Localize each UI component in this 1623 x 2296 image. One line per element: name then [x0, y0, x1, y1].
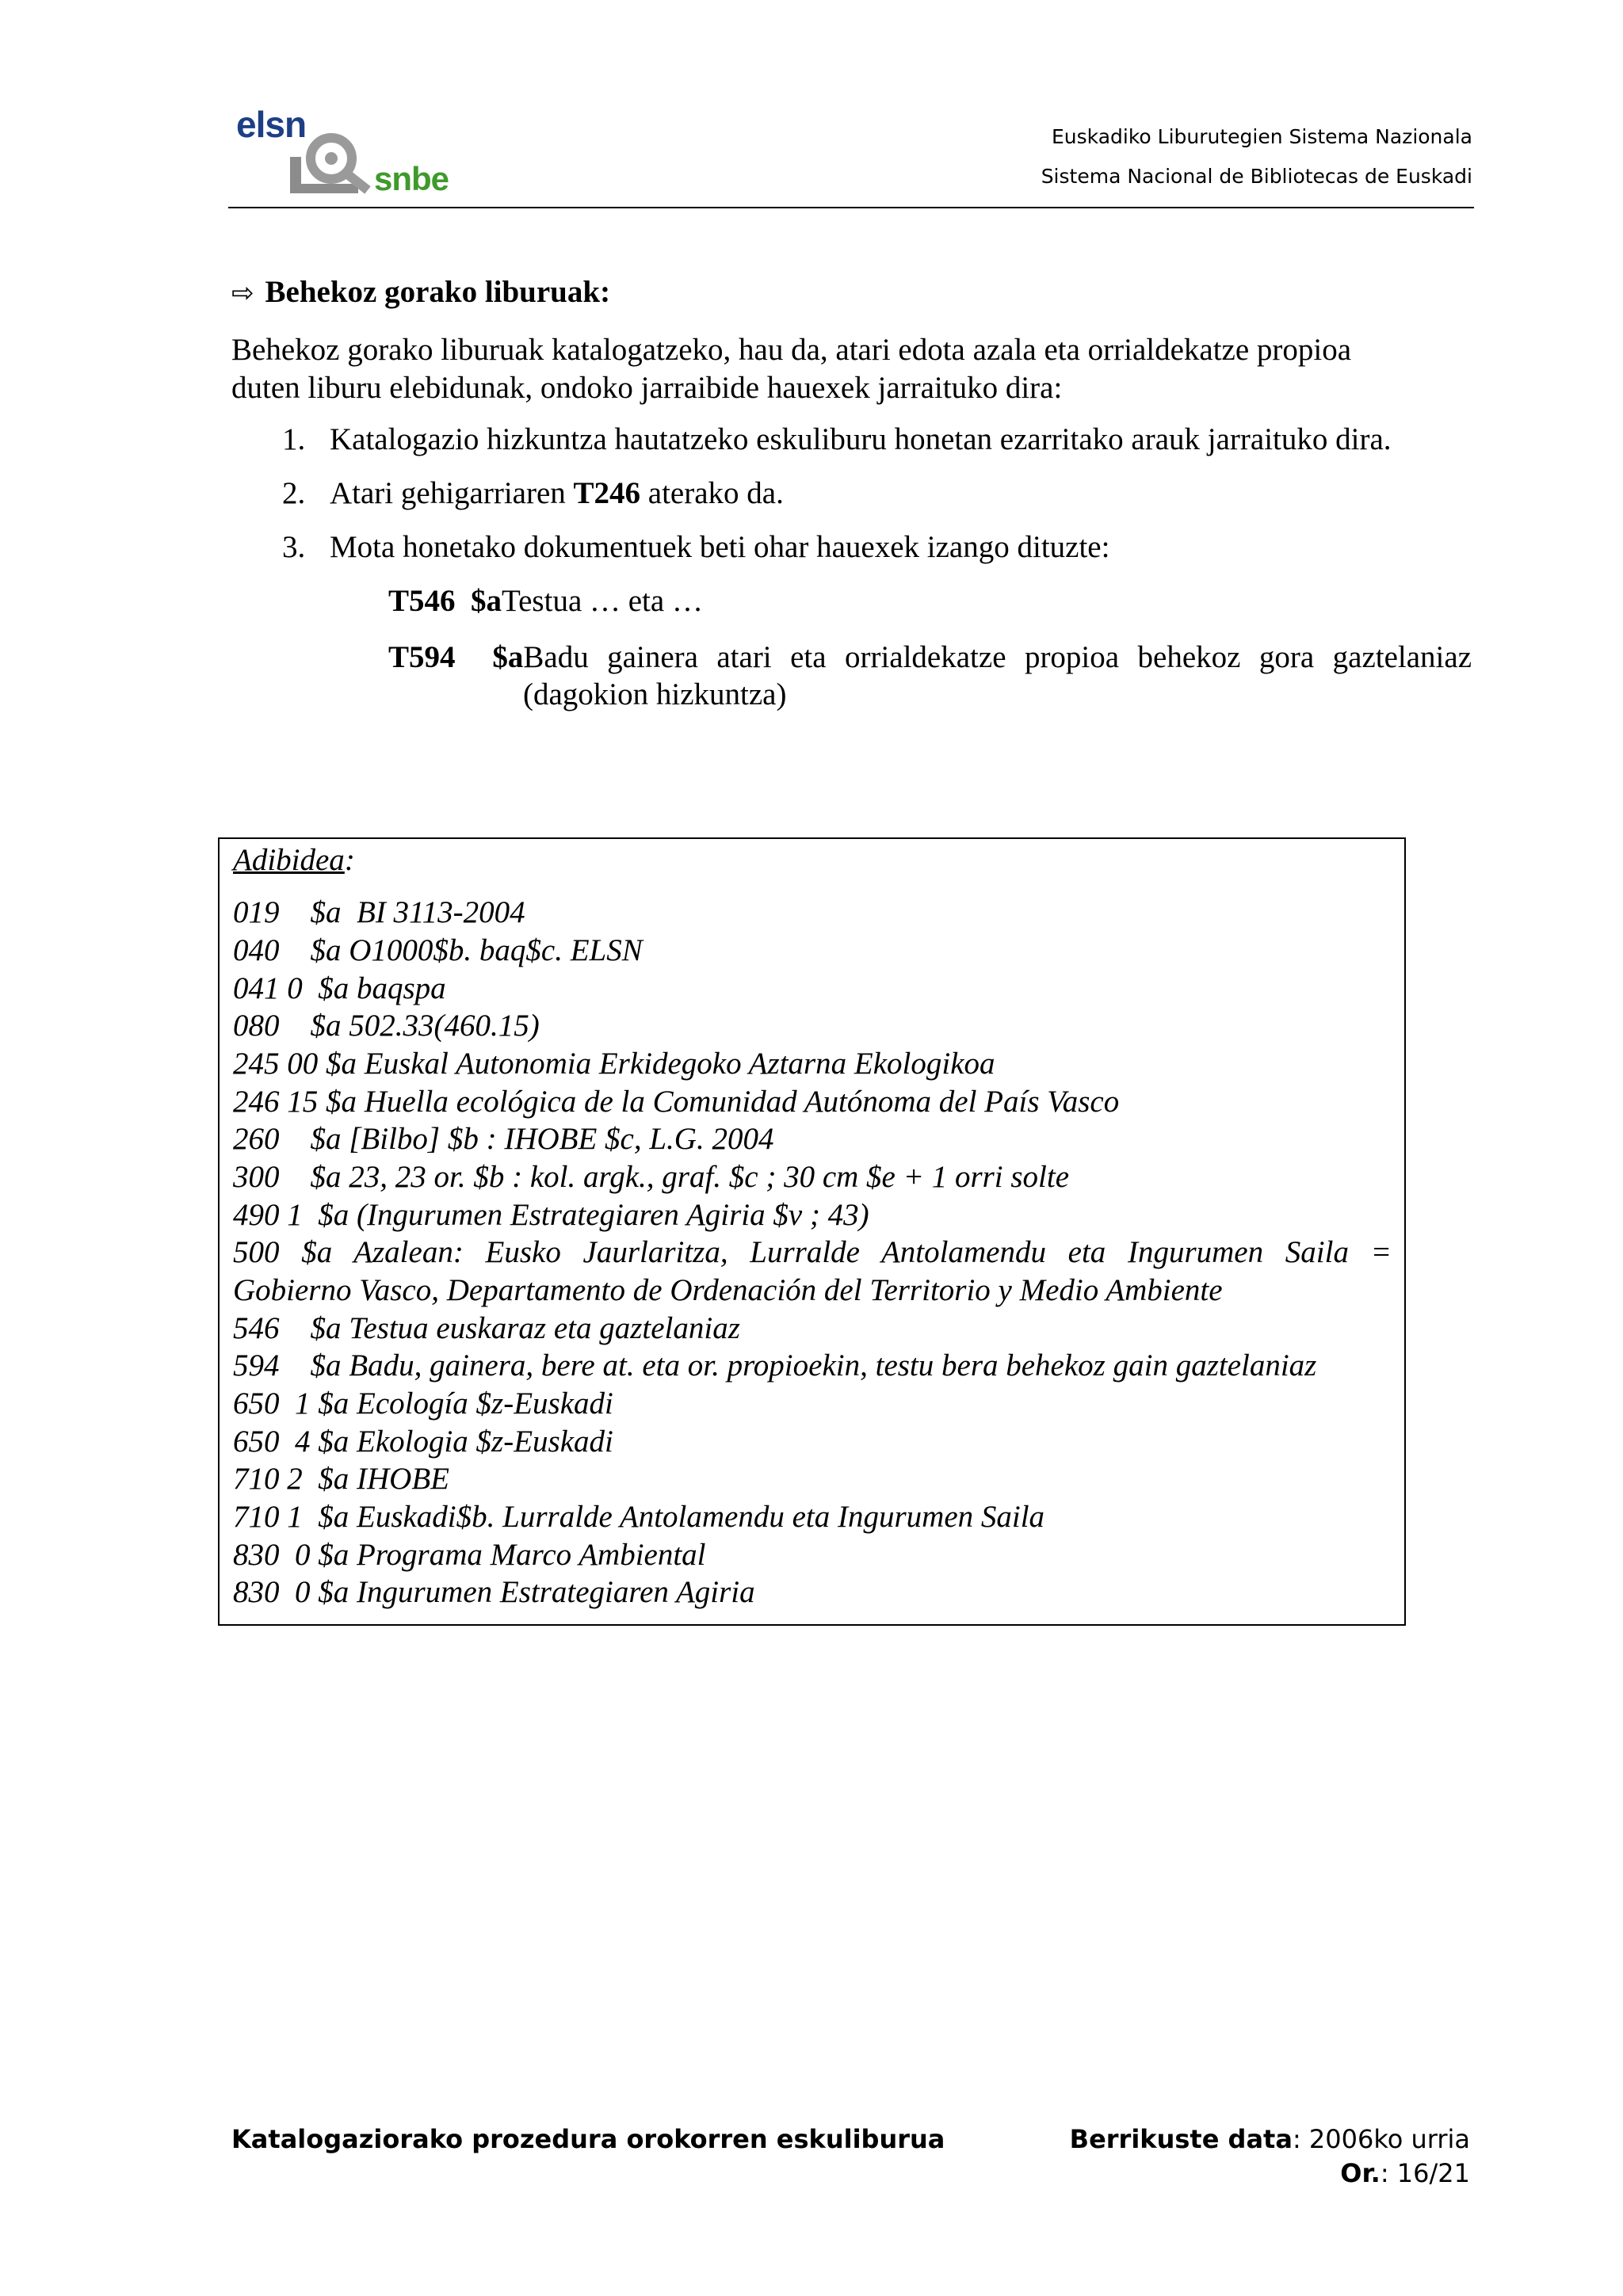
marc-record-line: 594 $a Badu, gainera, bere at. eta or. propioekin, testu bera behekoz gain gaztelaniaz [233, 1348, 1317, 1383]
marc-note-594 [388, 639, 1472, 677]
marc-record-line: 650 1 $a Ecología $z-Euskadi [233, 1386, 613, 1421]
footer-manual-title: Katalogaziorako prozedura orokorren eskuliburua [231, 2124, 945, 2154]
marc-record-line: 246 15 $a Huella ecológica de la Comunidad Autónoma del País Vasco [233, 1085, 1120, 1119]
elsn-snbe-logo [235, 101, 449, 204]
list-text: Atari gehigarriaren [330, 476, 574, 510]
list-item [282, 421, 1392, 457]
list-number: 3. [282, 530, 306, 564]
list-text: aterako da. [640, 476, 784, 510]
example-box [218, 837, 1406, 1626]
header-divider [228, 207, 1474, 208]
intro-line-1: Behekoz gorako liburuak katalogatzeko, hau da, atari edota azala eta orrialdekatze propioa [231, 333, 1352, 367]
marc-record-line: 710 1 $a Euskadi$b. Lurralde Antolamendu eta Ingurumen Saila [233, 1500, 1045, 1534]
header-org-basque: Euskadiko Liburutegien Sistema Nazionala [1051, 125, 1472, 148]
list-text-bold: T246 [573, 476, 641, 510]
marc-record-line: 546 $a Testua euskaraz eta gaztelaniaz [233, 1311, 740, 1345]
marc-record-line: 500 $a Azalean: Eusko Jaurlaritza, Lurralde Antolamendu eta Ingurumen Saila = [233, 1235, 1392, 1269]
header-org-spanish: Sistema Nacional de Bibliotecas de Euskadi [1041, 165, 1472, 188]
marc-record-line: 041 0 $a baqspa [233, 971, 446, 1005]
marc-record-line: 080 $a 502.33(460.15) [233, 1009, 540, 1043]
example-title [233, 842, 355, 878]
footer-date-value: : 2006ko urria [1292, 2124, 1470, 2154]
marc-record-line: Gobierno Vasco, Departamento de Ordenación del Territorio y Medio Ambiente [233, 1273, 1223, 1307]
footer-page-number [1340, 2158, 1470, 2188]
footer-page-label: Or. [1340, 2158, 1381, 2188]
marc-record-line: 830 0 $a Ingurumen Estrategiaren Agiria [233, 1575, 755, 1609]
marc-record-line: 830 0 $a Programa Marco Ambiental [233, 1538, 706, 1572]
example-title-text: Adibidea [233, 843, 345, 877]
marc-record-line: 019 $a BI 3113-2004 [233, 895, 525, 929]
marc-record-line: 650 4 $a Ekologia $z-Euskadi [233, 1425, 613, 1459]
list-text: Mota honetako dokumentuek beti ohar hauexek izango dituzte: [330, 530, 1110, 564]
footer-page-value: : 16/21 [1380, 2158, 1470, 2188]
arrow-right-icon: ⇨ [231, 277, 254, 309]
intro-paragraph-end [231, 369, 1472, 407]
marc-record-line: 040 $a O1000$b. baq$c. ELSN [233, 933, 643, 967]
list-text: Katalogazio hizkuntza hautatzeko eskuliburu honetan ezarritako arauk jarraituko dira. [330, 422, 1392, 456]
logo-text-elsn: elsn [236, 104, 307, 145]
footer-date-label: Berrikuste data [1069, 2124, 1293, 2154]
logo-text-snbe: snbe [374, 160, 449, 197]
marc-record-line: 710 2 $a IHOBE [233, 1462, 449, 1496]
marc-record-line: 300 $a 23, 23 or. $b : kol. argk., graf. $c ; 30 cm $e + 1 orri solte [233, 1160, 1070, 1194]
marc-text: Testua … eta … [502, 584, 703, 618]
marc-note-594-continuation: (dagokion hizkuntza) [523, 677, 787, 711]
footer-revision-date [1070, 2124, 1470, 2154]
marc-note-546 [388, 583, 703, 619]
marc-record-line: 245 00 $a Euskal Autonomia Erkidegoko Aztarna Ekologikoa [233, 1047, 995, 1081]
marc-text: Badu gainera atari eta orrialdekatze propioa behekoz gora gaztelaniaz [523, 640, 1472, 674]
section-title-text: Behekoz gorako liburuak: [265, 275, 611, 309]
marc-tag: T594 $a [388, 640, 524, 674]
list-number: 1. [282, 422, 306, 456]
intro-paragraph [231, 331, 1472, 369]
logo-emblem-icon [290, 117, 377, 196]
intro-line-2: duten liburu elebidunak, ondoko jarraibide hauexek jarraituko dira: [231, 371, 1063, 405]
example-title-colon: : [344, 843, 355, 877]
marc-tag: T546 $a [388, 584, 502, 618]
section-heading [231, 274, 610, 310]
marc-record-line: 260 $a [Bilbo] $b : IHOBE $c, L.G. 2004 [233, 1122, 774, 1156]
marc-record-line: 490 1 $a (Ingurumen Estrategiaren Agiria $v ; 43) [233, 1198, 869, 1232]
list-item [282, 475, 784, 511]
list-number: 2. [282, 476, 306, 510]
list-item [282, 529, 1109, 565]
